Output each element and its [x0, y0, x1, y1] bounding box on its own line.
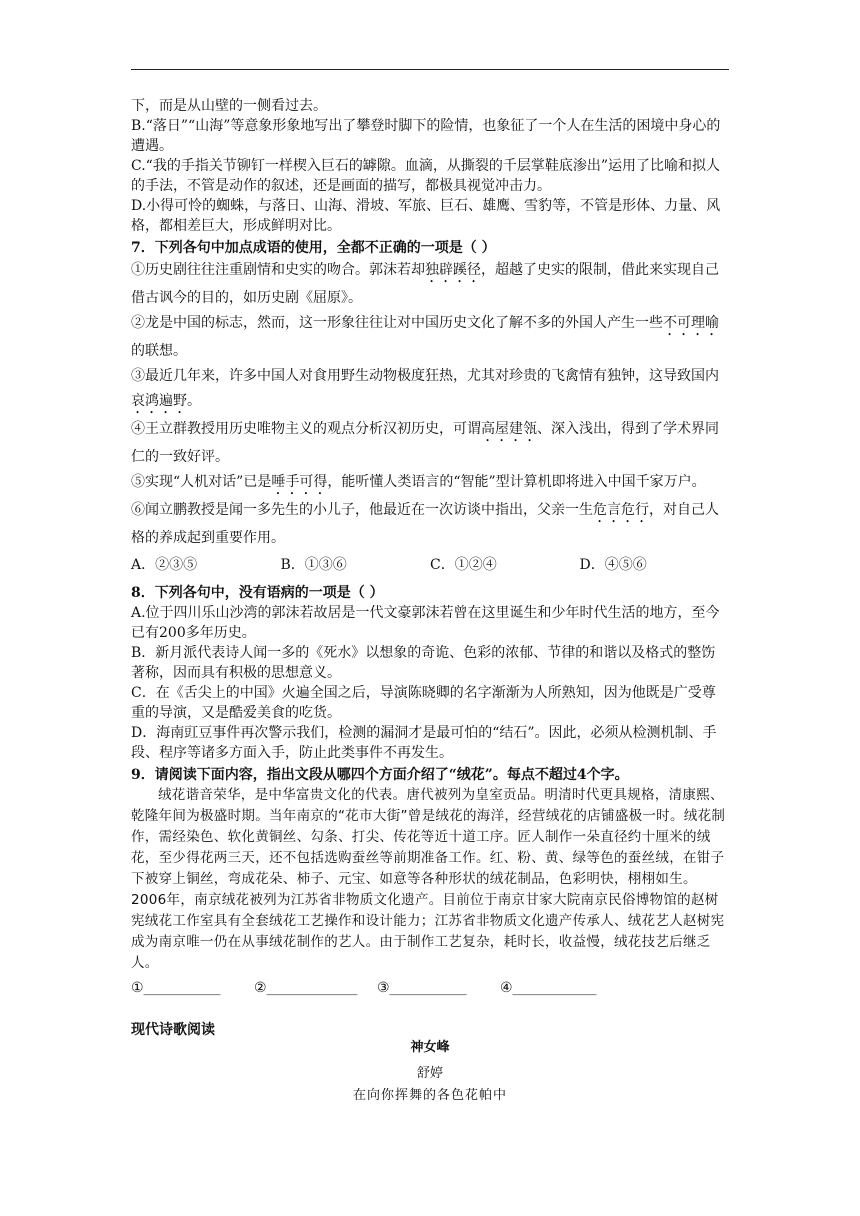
answer-blanks	[131, 978, 729, 998]
answer-blank-4: ④____________	[500, 980, 597, 996]
question-7-stem: 7．下列各句中加点成语的使用，全都不正确的一项是（ ）	[131, 240, 496, 256]
option-d: D．④⑤⑥	[579, 557, 647, 573]
poem-line-1: 在向你挥舞的各色花帕中	[352, 1088, 507, 1103]
option-d-analysis: D.小得可怜的蜘蛛，与落日、山海、滑坡、军旅、巨石、雄鹰、雪豹等，不管是形体、力量、风格，都相差巨大，形成鲜明对比。	[131, 198, 721, 234]
q7-sentence-6: ⑥闻立鹏教授是闻一多先生的小儿子，他最近在一次访谈中指出，父亲一生危言危行，对自己人格的养成起到重要作用。	[131, 502, 719, 546]
poem-author: 舒婷	[416, 1066, 443, 1081]
poem-title: 神女峰	[410, 1040, 450, 1055]
answer-blank-3: ③___________	[377, 980, 467, 996]
q7-sentence-2: ②龙是中国的标志，然而，这一形象往往让对中国历史文化了解不多的外国人产生一些不可理喻的联想。	[131, 315, 719, 359]
rongzhua-passage: 绒花谐音荣华，是中华富贵文化的代表。唐代被列为皇室贡品。明清时代更具规格，清康熙、乾隆年间为极盛时期。当年南京的“花市大街”曾是绒花的海洋，经营绒花的店铺盛极一时。绒花制作，需经染色、软化黄铜丝、勾条、打尖、传花等近十道工序。匠人制作一朵直径约十厘米的绒花，至少得花两三天，还不包括选购蚕丝等前期准备工作。红、粉、黄、绿等色的蚕丝绒，在钳子下被穿上铜丝，弯成花朵、柿子、元宝、如意等各种形状的绒花制品，色彩明快，栩栩如生。2006年，南京绒花被列为江苏省非物质文化遗产。目前位于南京甘家大院南京民俗博物馆的赵树宪绒花工作室具有全套绒花工艺操作和设计能力；江苏省非物质文化遗产传承人、绒花艺人赵树宪成为南京唯一仍在从事绒花制作的艺人。由于制作工艺复杂，耗时长，收益慢，绒花技艺后继乏人。	[131, 787, 726, 971]
option-c-analysis: C.“我的手指关节铆钉一样楔入巨石的罅隙。血滴，从撕裂的千层掌鞋底渗出”运用了比喻和拟人的手法，不管是动作的叙述，还是画面的描写，都极具视觉冲击力。	[131, 158, 720, 194]
option-b-analysis: B.“落日”“山海”等意象形象地写出了攀登时脚下的险情，也象征了一个人在生活的困境中身心的遭遇。	[131, 118, 721, 154]
q7-sentence-1: ①历史剧往往注重剧情和史实的吻合。郭沫若却独辟蹊径，超越了史实的限制，借此来实现自己借古讽今的目的，如历史剧《屈原》。	[131, 262, 719, 306]
dotted-idiom: 不可理喻	[663, 315, 719, 331]
document-page	[131, 96, 729, 1040]
q7-sentence-4: ④王立群教授用历史唯物主义的观点分析汉初历史，可谓高屋建瓴、深入浅出，得到了学术界同仁的一致好评。	[131, 421, 719, 465]
option-c: C．①②④	[430, 557, 497, 573]
dotted-idiom: 唾手可得	[271, 474, 328, 490]
question-8-stem: 8．下列各句中，没有语病的一项是（ ）	[131, 585, 384, 601]
dotted-idiom: 独辟蹊径	[425, 262, 481, 278]
q8-option-c: C．在《舌尖上的中国》火遍全国之后，导演陈晓卿的名字渐渐为人所熟知，因为他既是广受尊重的导演，又是酷爱美食的吃货。	[131, 685, 716, 721]
dotted-idiom: 哀鸿遍野	[131, 393, 187, 409]
section-title: 现代诗歌阅读	[131, 1022, 215, 1038]
q7-sentence-3: ③最近几年来，许多中国人对食用野生动物极度狂热，尤其对珍贵的飞禽情有独钟，这导致国内哀鸿遍野。	[131, 368, 719, 409]
answer-blank-1: ①___________	[131, 980, 221, 996]
q8-option-d: D．海南豇豆事件再次警示我们，检测的漏洞才是最可怕的“结石”。因此，必须从检测机制、手段、程序等诸多方面入手，防止此类事件不再发生。	[131, 725, 717, 761]
answer-blank-2: ②_____________	[254, 980, 358, 996]
q7-sentence-5: ⑤实现“人机对话”已是唾手可得，能听懂人类语言的“智能”型计算机即将进入中国千家万户。	[131, 474, 706, 490]
question-9-stem: 9．请阅读下面内容，指出文段从哪四个方面介绍了“绒花”。每点不超过4个字。	[131, 767, 629, 783]
dotted-idiom: 危言危行	[593, 502, 649, 518]
option-b: B．①③⑥	[280, 557, 347, 573]
dotted-idiom: 高屋建瓴	[481, 421, 537, 437]
option-a: A．②③⑤	[131, 557, 198, 573]
header-rule	[131, 69, 729, 70]
q8-option-b: B．新月派代表诗人闻一多的《死水》以想象的奇诡、色彩的浓郁、节律的和谐以及格式的整饬著称，因而具有积极的思想意义。	[131, 645, 716, 681]
q8-option-a: A.位于四川乐山沙湾的郭沫若故居是一代文豪郭沫若曾在这里诞生和少年时代生活的地方，至今已有200多年历史。	[131, 605, 720, 641]
text-line: 下，而是从山壁的一侧看过去。	[131, 98, 327, 114]
q7-options	[131, 555, 729, 575]
